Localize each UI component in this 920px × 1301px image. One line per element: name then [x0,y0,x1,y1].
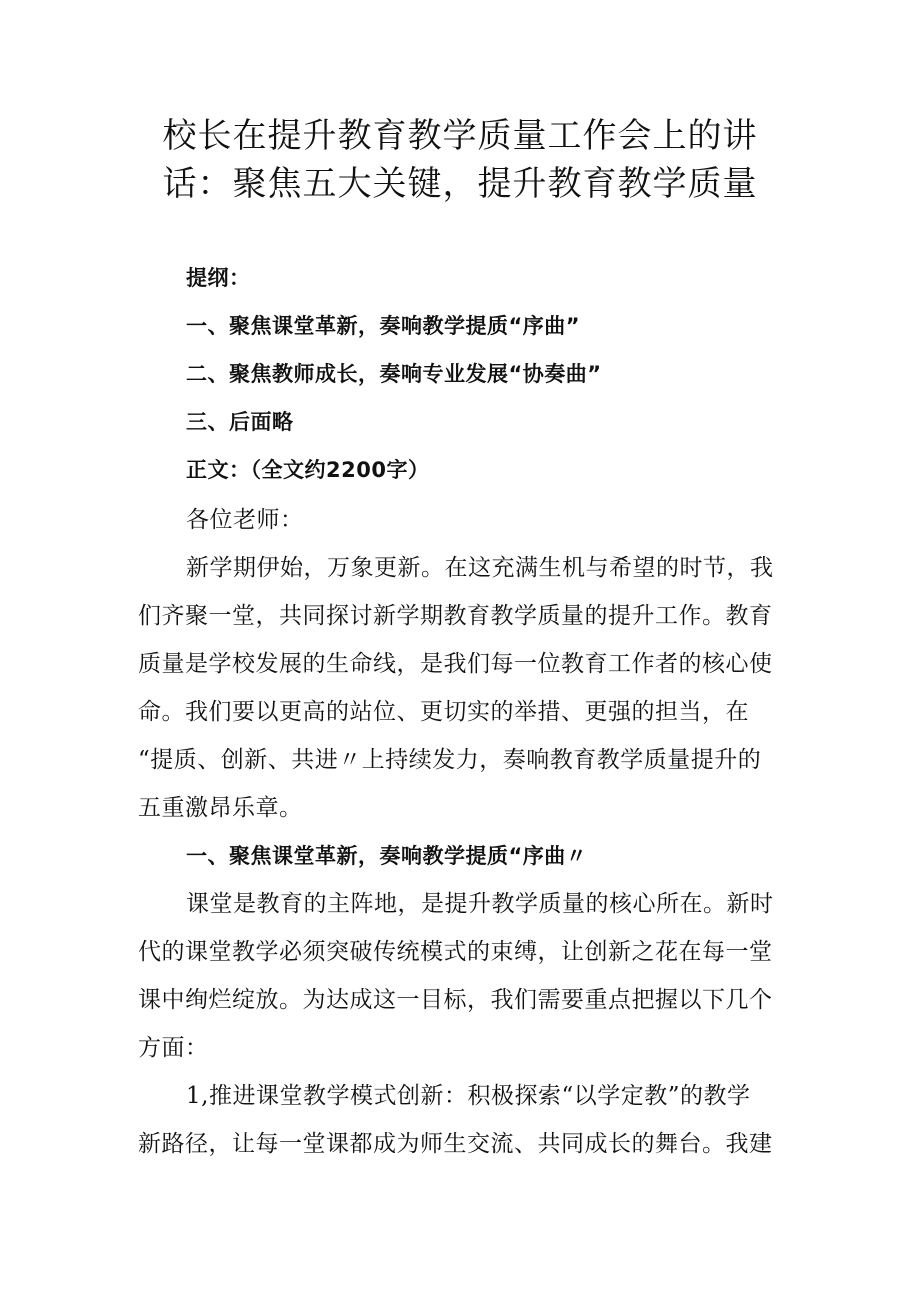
paragraph-2-line-3: 课中绚烂绽放。为达成这一目标，我们需要重点把握以下几个 [138,987,773,1013]
outline-item-3: 三、后面略 [186,410,294,434]
paragraph-1-line-3: 质量是学校发展的生命线，是我们每一位教育工作者的核心使 [138,651,773,677]
paragraph-2-line-1: 课堂是教育的主阵地，是提升教学质量的核心所在。新时 [186,891,774,917]
body-label: 正文：（全文约2200字） [186,458,430,482]
outline-item-2: 二、聚焦教师成长，奏响专业发展“协奏曲” [186,362,602,386]
paragraph-1-line-1: 新学期伊始，万象更新。在这充满生机与希望的时节，我 [186,555,774,581]
paragraph-3-line-1: 1,推进课堂教学模式创新：积极探索“以学定教”的教学 [186,1083,751,1109]
paragraph-2-line-4: 方面： [138,1035,209,1061]
outline-label: 提纲： [186,266,251,290]
outline-item-1: 一、聚焦课堂革新，奏响教学提质“序曲” [186,314,581,338]
paragraph-3-line-2: 新路径，让每一堂课都成为师生交流、共同成长的舞台。我建 [138,1131,773,1157]
document-title-line-2: 话：聚焦五大关键，提升教育教学质量 [162,164,758,204]
paragraph-1-line-5: “提质、创新、共进〃上持续发力，奏响教育教学质量提升的 [138,747,762,773]
paragraph-1-line-2: 们齐聚一堂，共同探讨新学期教育教学质量的提升工作。教育 [138,603,773,629]
paragraph-1-line-6: 五重激昂乐章。 [138,795,303,821]
section-1-heading: 一、聚焦课堂革新，奏响教学提质“序曲〃 [186,844,588,868]
paragraph-2-line-2: 代的课堂教学必须突破传统模式的束缚，让创新之花在每一堂 [138,939,773,965]
salutation: 各位老师： [186,507,304,533]
document-title-line-1: 校长在提升教育教学质量工作会上的讲 [162,116,758,156]
paragraph-1-line-4: 命。我们要以更高的站位、更切实的举措、更强的担当，在 [138,699,749,725]
